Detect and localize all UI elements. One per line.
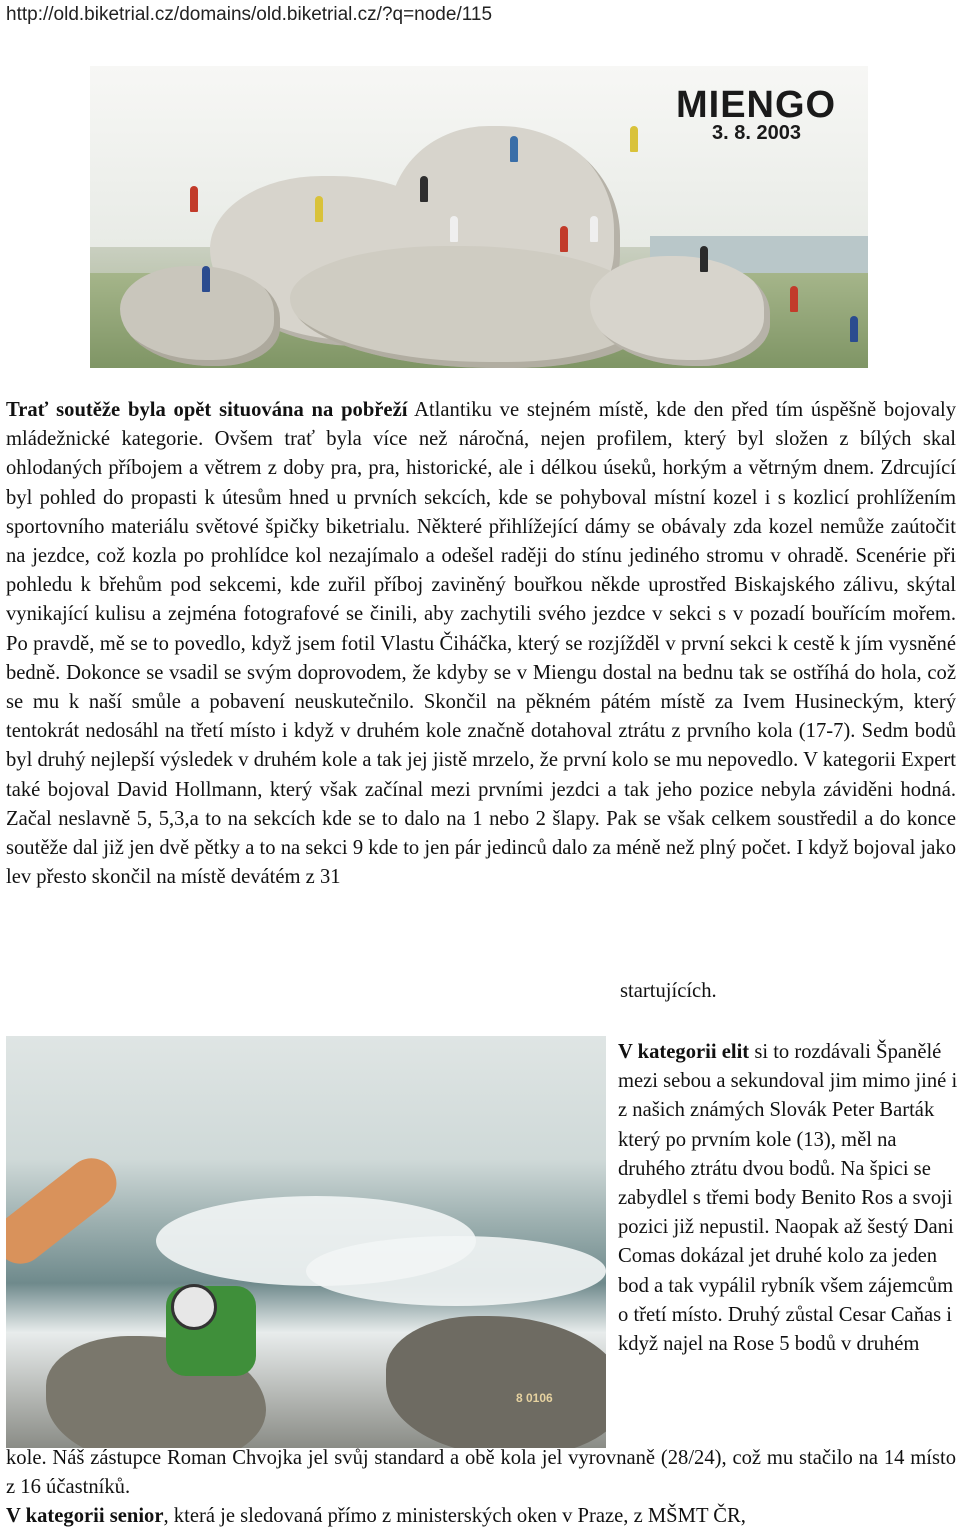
article-paragraph-end: startujících. (620, 980, 717, 1002)
senior-lead-bold: V kategorii senior (6, 1505, 164, 1528)
article-paragraph (6, 396, 956, 892)
elite-lead-bold: V kategorii elit (618, 1041, 750, 1063)
spectator (560, 226, 568, 252)
rider-helmet (171, 1284, 217, 1330)
spectator (450, 216, 458, 242)
spectator (590, 216, 598, 242)
spectator (630, 126, 638, 152)
spectator (850, 316, 858, 342)
article-tail (6, 1444, 956, 1532)
spectator (510, 136, 518, 162)
rock (386, 1316, 606, 1448)
spectator (700, 246, 708, 272)
senior-body-text: , která je sledovaná přímo z ministerských oken v Praze, z MŠMT ČR, (163, 1505, 746, 1528)
spectator (202, 266, 210, 292)
elite-body-text: si to rozdávali Španělé mezi sebou a sekundoval jim mimo jiné i z našich známých Slovák Peter Barták který po prvním kole (13), měl na druhého ztrátu dvou bodů. Na špici se zabydlel s třemi body Benito Ros a svoji pozici již nepustil. Naopak až šestý Dani Comas dokázal jet druhé kolo za jeden bod a tak vypálil rybník všem zájemcům o třetí místo. Druhý zůstal Cesar Caňas i když najel na Rose 5 bodů v druhém (618, 1041, 958, 1356)
page-url: http://old.biketrial.cz/domains/old.biketrial.cz/?q=node/115 (6, 4, 493, 25)
pointing-arm (6, 1148, 127, 1274)
photo-caption-event: MIENGO (676, 84, 837, 126)
article-body-text: Atlantiku ve stejném místě, kde den před tím úspěšně bojovaly mládežnické kategorie. Ovšem trať byla více než náročná, nejen profilem, který byl složen z bílých skal ohlodaných příbojem a větrem z doby pra, pra, historické, ale i délkou úseků, horkým a větrným dnem. Zdrcující byl pohled do propasti k útesům hned u prvních sekcích, kde se pohyboval místní kozel i s kozlicí prohlížením sportovního materiálu světové špičky biketrialu. Některé přihlížející dámy se obávaly zda kozel nemůže zaútočit na jezdce, což kozla po prohlídce kol nezajímalo a odešel raději do stínu jediného stromu v ohradě. Scenérie při pohledu k břehům pod sekcemi, kde zuřil příboj zaviněný bouřkou někde uprostřed Biskajského zálivu, skýtal vynikající kulisu a zejména fotografové se činili, aby zachytili svého jezdce v sekci s v pozadí bouřícím mořem. Po pravdě, mě se to povedlo, když jsem fotil Vlastu Čiháčka, který se rozjížděl v první sekci k cestě k jím vysněné bedně. Dokonce se vsadil se svým doprovodem, že kdyby se v Miengu dostal na bednu tak se ostříhá do hola, což se mu k naší smůle a pobavení neuskutečnilo. Skončil na pěkném pátém místě za Ivem Husineckým, který tentokrát nedosáhl na třetí místo i když v druhém kole značně dotahoval ztrátu z prvního kola (17-7). Sedm bodů byl druhý nejlepší výsledek v druhém kole a tak jej jistě mrzelo, že první kolo se mu nepovedlo. V kategorii Expert také bojoval David Hollmann, který však začínal mezi prvními jezdci a tak jeho pozice nebyla záviděni hodná. Začal neslavně 5, 5,3,a to na sekcích kde se to dalo na 1 nebo 2 šlapy. Pak se však celkem soustředil a do konce soutěže dal již jen dvě pětky a to na sekci 9 kde to jen pár jedinců dalo za méně než plný počet. I když bojoval jako lev přesto skončil na místě devátém z 31 (6, 399, 956, 889)
article-lead-bold: Trať soutěže byla opět situována na pobřeží (6, 399, 408, 421)
spectator (420, 176, 428, 202)
spectator (190, 186, 198, 212)
spectator (790, 286, 798, 312)
photo-caption-date: 3. 8. 2003 (712, 122, 801, 144)
miengo-rocks-photo (90, 66, 868, 368)
elite-paragraph (618, 1038, 958, 1359)
elite-tail-text: kole. Náš zástupce Roman Chvojka jel svůj standard a obě kola jel vyrovnaně (28/24), což mu stačilo na 14 místo z 16 účastníků. (6, 1447, 956, 1499)
photo-stamp: 8 0106 (516, 1391, 553, 1405)
wave (306, 1236, 606, 1306)
spectator (315, 196, 323, 222)
rider-sea-photo (6, 1036, 606, 1448)
